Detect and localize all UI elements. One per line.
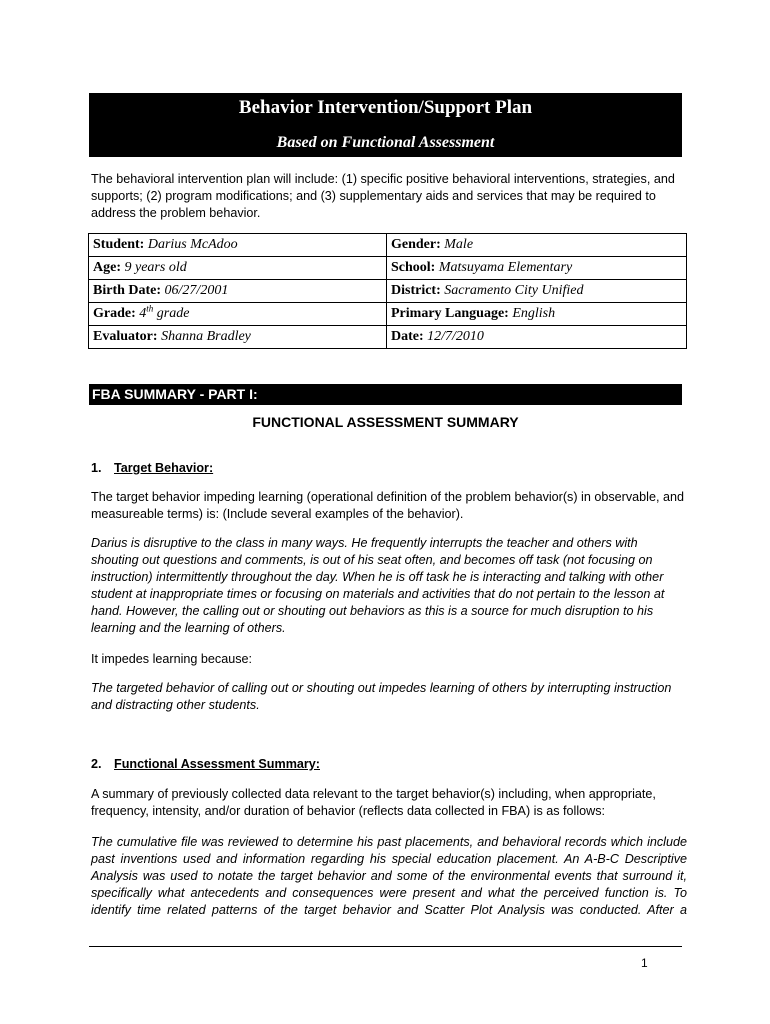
grade-cell <box>89 303 387 326</box>
section-2-line: Analysis was used to notate the target behavior and some of the environmental events that surround it, <box>91 869 687 883</box>
section-1-number: 1. <box>91 461 102 475</box>
section-2-prompt: A summary of previously collected data relevant to the target behavior(s) including, when appropriate, frequency, intensity, and/or duration of behavior (reflects data collected in FBA) is as follows: <box>91 787 656 818</box>
evaluator-cell <box>89 326 387 349</box>
birth-date-value: 06/27/2001 <box>164 283 229 298</box>
district-label: District: <box>391 283 441 298</box>
language-label: Primary Language: <box>391 306 509 321</box>
school-cell <box>387 257 687 280</box>
date-label: Date: <box>391 329 424 344</box>
student-label: Student: <box>93 237 145 252</box>
age-label: Age: <box>93 260 121 275</box>
title-banner <box>89 93 682 157</box>
student-info-table <box>88 233 687 349</box>
age-value: 9 years old <box>124 260 187 275</box>
district-cell <box>387 280 687 303</box>
gender-cell <box>387 234 687 257</box>
evaluator-label: Evaluator: <box>93 329 158 344</box>
grade-word: grade <box>156 306 190 321</box>
intro-paragraph: The behavioral intervention plan will include: (1) specific positive behavioral interventions, strategies, and supports; (2) program modifications; and (3) supplementary aids and services that may be required to address the problem behavior. <box>91 172 675 220</box>
school-value: Matsuyama Elementary <box>438 260 573 275</box>
language-value: English <box>512 306 556 321</box>
grade-number: 4 <box>139 306 147 321</box>
section-2-title: Functional Assessment Summary: <box>114 757 320 771</box>
section-1-title: Target Behavior: <box>114 461 214 475</box>
section-1-heading <box>91 461 213 475</box>
language-cell <box>387 303 687 326</box>
grade-label: Grade: <box>93 306 136 321</box>
section-2-description <box>91 834 687 919</box>
document-title: Behavior Intervention/Support Plan <box>238 97 533 118</box>
birth-date-label: Birth Date: <box>93 283 162 298</box>
gender-value: Male <box>444 237 474 252</box>
section-1-description: Darius is disruptive to the class in many ways. He frequently interrupts the teacher and others with shouting out questions and comments, is out of his seat often, and becomes off task (not focusing on instruction) intermittently throughout the day. When he is off task he is interacting and talking with other student at inappropriate times or focusing on materials and activities that do not pertain to the lesson at hand. However, the calling out or shouting out behaviors as this is a source for much disruption to his learning and the learning of others. <box>91 536 665 635</box>
section-2-line: specifically what antecedents and consequences were present and what the perceived function is. To <box>91 886 687 900</box>
page-number: 1 <box>641 956 648 970</box>
table-row <box>89 280 687 303</box>
footer-divider <box>89 946 682 947</box>
impedes-answer: The targeted behavior of calling out or shouting out impedes learning of others by interrupting instruction and distracting other students. <box>91 681 672 712</box>
student-cell <box>89 234 387 257</box>
table-row <box>89 326 687 349</box>
functional-assessment-heading: FUNCTIONAL ASSESSMENT SUMMARY <box>252 414 519 430</box>
birth-date-cell <box>89 280 387 303</box>
district-value: Sacramento City Unified <box>444 283 584 298</box>
grade-suffix: th <box>146 303 154 314</box>
impedes-prompt: It impedes learning because: <box>91 652 253 666</box>
section-1-prompt: The target behavior impeding learning (operational definition of the problem behavior(s) in observable, and measureable terms) is: (Include several examples of the behavior). <box>91 490 684 521</box>
section-2-heading <box>91 757 320 771</box>
evaluator-value: Shanna Bradley <box>161 329 251 344</box>
school-label: School: <box>391 260 436 275</box>
section-2-line: The cumulative file was reviewed to determine his past placements, and behavioral records which include <box>91 835 687 849</box>
grade-value <box>139 303 190 321</box>
date-value: 12/7/2010 <box>427 329 484 344</box>
table-row <box>89 234 687 257</box>
section-2-line: past inventions used and information regarding his special education placement. An A-B-C Descriptive <box>91 852 687 866</box>
fba-summary-bar: FBA SUMMARY - PART I: <box>89 384 682 405</box>
student-value: Darius McAdoo <box>147 237 238 252</box>
section-2-line: identify time related patterns of the target behavior and Scatter Plot Analysis was conducted. After a <box>91 903 687 917</box>
gender-label: Gender: <box>391 237 441 252</box>
section-2-number: 2. <box>91 757 102 771</box>
table-row <box>89 303 687 326</box>
table-row <box>89 257 687 280</box>
document-subtitle: Based on Functional Assessment <box>276 134 495 151</box>
date-cell <box>387 326 687 349</box>
age-cell <box>89 257 387 280</box>
